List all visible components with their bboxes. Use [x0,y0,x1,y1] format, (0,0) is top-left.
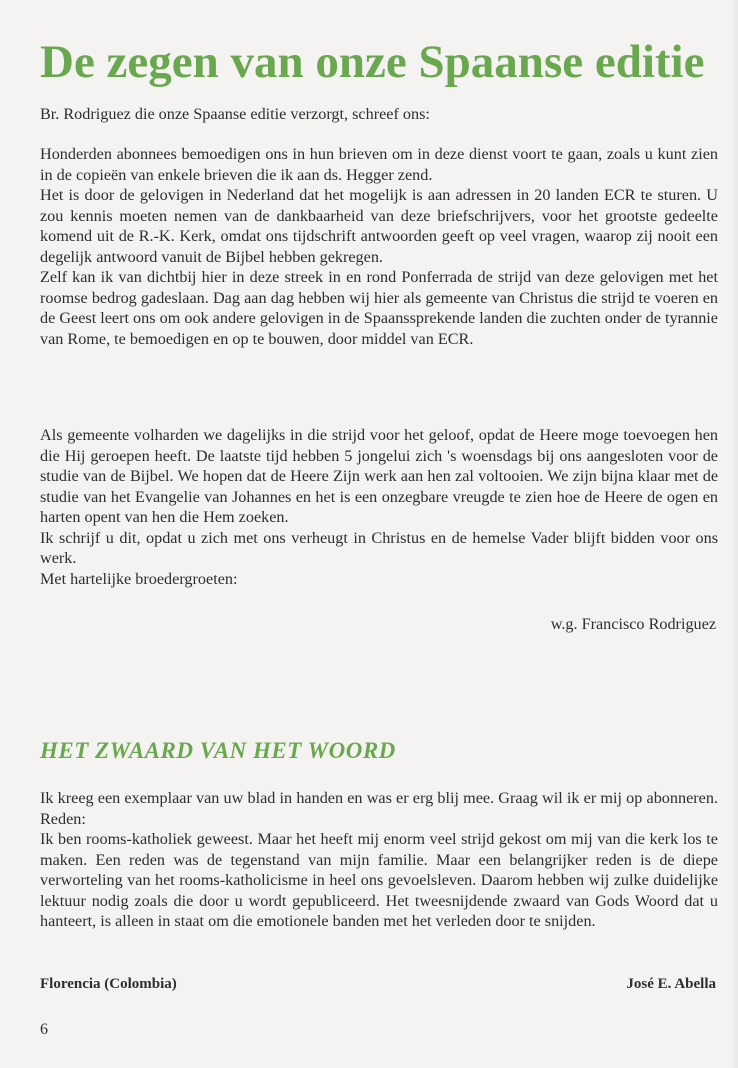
letter-paragraph: Zelf kan ik van dichtbij hier in deze streek in en rond Ponferrada de strijd van deze gelovigen met het roomse bedrog gadeslaan. Dag aan dag hebben wij hier als gemeente van Christus die strijd te voeren en de Geest leert ons om ook andere gelovigen in de Spaanssprekende landen die zuchten onder de tyrannie van Rome, te bemoedigen en op te bouwen, door middel van ECR. [40,268,718,348]
letter-paragraph: Als gemeente volharden we dagelijks in die strijd voor het geloof, opdat de Heere moge toevoegen hen die Hij geroepen heeft. De laatste tijd hebben 5 jongelui zich 's woensdags bij ons aangesloten voor de studie van de Bijbel. We hopen dat de Heere Zijn werk aan hen zal voltooien. We zijn bijna klaar met de studie van het Evangelie van Johannes en het is een onzegbare vreugde te zien hoe de Heere de ogen en harten opent van hen die Hem zoeken. [40,426,718,526]
section-title: HET ZWAARD VAN HET WOORD [40,738,396,763]
reader-letter-body [40,788,718,932]
letter-paragraph: Ik kreeg een exemplaar van uw blad in handen en was er erg blij mee. Graag wil ik er mij op abonneren. Reden: [40,789,718,828]
letter-paragraph: Ik schrijf u dit, opdat u zich met ons verheugt in Christus en de hemelse Vader blijft bidden voor ons werk. [40,528,718,567]
letter-body-part-1 [40,144,718,349]
letter-attribution [40,974,716,994]
letter-paragraph: Ik ben rooms-katholiek geweest. Maar het heeft mij enorm veel strijd gekost om mij van die kerk los te maken. Een reden was de tegenstand van mijn familie. Maar een belangrijker reden is de diepe verworteling van het rooms-katholicisme in heel ons gevoelsleven. Daarom hebben wij zulke duidelijke lektuur nodig zoals die door u wordt gepubliceerd. Het tweesnijdende zwaard van Gods Woord dat u hanteert, is alleen in staat om die emotionele banden met het verleden door te snijden. [40,830,718,930]
letter-closing: Met hartelijke broedergroeten: [40,569,238,588]
page-edge-shadow [730,0,738,1068]
article-intro [40,104,718,125]
article-title: De zegen van onze Spaanse editie [40,36,705,88]
letter-signature: w.g. Francisco Rodriguez [550,615,716,633]
page-number: 6 [40,1021,48,1038]
letter-body-part-2 [40,425,718,589]
letter-paragraph: Honderden abonnees bemoedigen ons in hun brieven om in deze dienst voort te gaan, zoals u kunt zien in de copieën van enkele brieven die ik aan ds. Hegger zend. [40,145,718,184]
letter-place: Florencia (Colombia) [40,976,177,992]
intro-text: Br. Rodriguez die onze Spaanse editie verzorgt, schreef ons: [40,105,430,123]
letter-paragraph: Het is door de gelovigen in Nederland dat het mogelijk is aan adressen in 20 landen ECR te sturen. U zou kennis moeten nemen van de dankbaarheid van deze briefschrijvers, voor het grootste gedeelte komend uit de R.-K. Kerk, omdat ons tijdschrift antwoorden geeft op veel vragen, waarop zij nooit een degelijk antwoord vanuit de Bijbel hebben gekregen. [40,186,718,266]
letter-author: José E. Abella [626,976,716,992]
